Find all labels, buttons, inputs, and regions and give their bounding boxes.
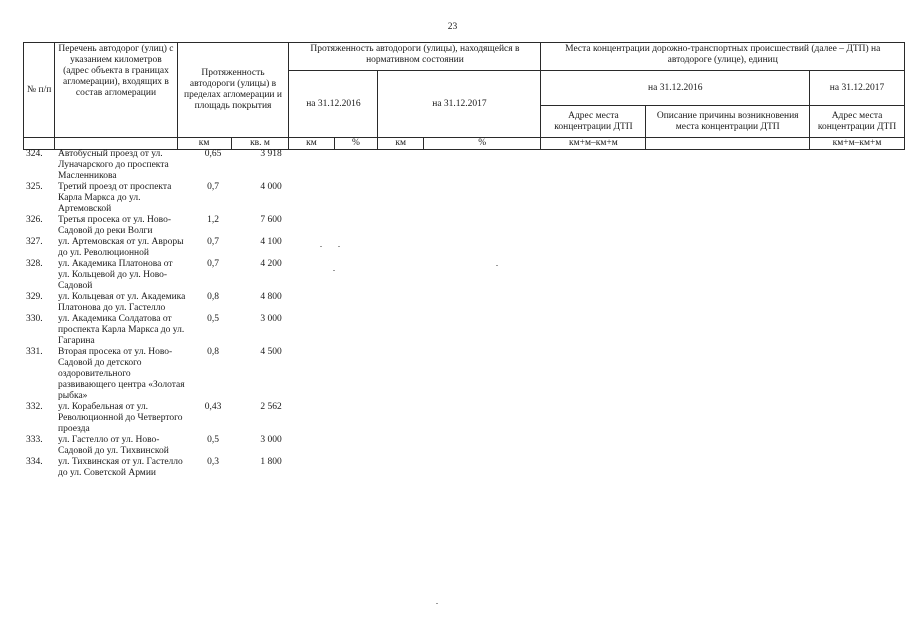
row-number: 332. <box>26 402 43 412</box>
road-name: ул. Тихвинская от ул. Гастелло до ул. Советской Армии <box>58 457 183 478</box>
road-length-km: 0,5 <box>207 314 219 324</box>
row-number: 333. <box>26 435 43 445</box>
road-length-km: 0,7 <box>207 182 219 192</box>
table-row <box>23 457 293 479</box>
table-row <box>23 292 293 314</box>
row-number: 326. <box>26 215 43 225</box>
road-length-km: 0,7 <box>207 237 219 247</box>
row-number: 325. <box>26 182 43 192</box>
unit-km: км <box>177 138 231 150</box>
road-length-km: 0,8 <box>207 347 219 357</box>
road-name: Автобусный проезд от ул. Луначарского до проспекта Масленникова <box>58 149 169 181</box>
road-length-km: 0,3 <box>207 457 219 467</box>
road-name: ул. Академика Платонова от ул. Кольцевой до ул. Ново-Садовой <box>58 259 173 291</box>
row-number: 329. <box>26 292 43 302</box>
road-area-m2: 4 800 <box>260 292 282 302</box>
road-area-m2: 3 918 <box>260 149 282 159</box>
road-length-km: 0,65 <box>204 149 222 159</box>
road-length-km: 0,8 <box>207 292 219 302</box>
header-dtp-2016: на 31.12.2016 <box>541 71 810 106</box>
unit-km: км <box>378 138 424 150</box>
road-area-m2: 3 000 <box>260 314 282 324</box>
table-row <box>23 435 293 457</box>
header-dtp-address-2016: Адрес места концентрации ДТП <box>541 106 646 138</box>
page-number: 23 <box>447 22 458 32</box>
unit-pct: % <box>424 138 541 150</box>
road-length-km: 0,43 <box>204 402 222 412</box>
table-row <box>23 182 293 215</box>
table-row <box>23 314 293 347</box>
table-row <box>23 149 293 182</box>
scan-speck <box>436 603 438 604</box>
road-area-m2: 4 500 <box>260 347 282 357</box>
road-length-km: 0,7 <box>207 259 219 269</box>
scan-speck <box>338 246 340 247</box>
unit-pct: % <box>334 138 378 150</box>
road-area-m2: 1 800 <box>260 457 282 467</box>
road-name: Вторая просека от ул. Ново-Садовой до детского оздоровительного развивающего центра «Золотая рыбка» <box>58 347 185 401</box>
header-dtp: Места концентрации дорожно-транспортных происшествий (далее – ДТП) на автодороге (улице), единиц <box>541 43 905 71</box>
road-name: ул. Артемовская от ул. Авроры до ул. Революционной <box>58 237 184 258</box>
row-number: 324. <box>26 149 43 159</box>
row-number: 327. <box>26 237 43 247</box>
scan-speck <box>320 246 322 247</box>
header-dtp-address-2017: Адрес места концентрации ДТП <box>810 106 905 138</box>
table-row <box>23 215 293 237</box>
road-area-m2: 4 000 <box>260 182 282 192</box>
table-row <box>23 347 293 402</box>
table-row <box>23 259 293 292</box>
road-name: ул. Академика Солдатова от проспекта Карла Маркса до ул. Гагарина <box>58 314 185 346</box>
row-number: 334. <box>26 457 43 467</box>
header-length: Протяженность автодороги (улицы) в пределах агломерации и площадь покрытия <box>177 43 289 138</box>
header-road-list: Перечень автодорог (улиц) с указанием километров (адрес объекта в границах агломерации), входящих в состав агломерации <box>55 43 177 138</box>
header-normative-2017: на 31.12.2017 <box>378 71 541 138</box>
road-name: ул. Корабельная от ул. Революционной до Четвертого проезда <box>58 402 183 434</box>
road-length-km: 1,2 <box>207 215 219 225</box>
table-row <box>23 402 293 435</box>
scan-speck <box>333 270 335 271</box>
table-row <box>23 237 293 259</box>
road-area-m2: 4 200 <box>260 259 282 269</box>
table-header <box>23 42 905 150</box>
road-area-m2: 4 100 <box>260 237 282 247</box>
row-number: 328. <box>26 259 43 269</box>
road-area-m2: 2 562 <box>260 402 282 412</box>
road-name: Третья просека от ул. Ново-Садовой до реки Волги <box>58 215 171 236</box>
header-normative-2016: на 31.12.2016 <box>289 71 378 138</box>
road-length-km: 0,5 <box>207 435 219 445</box>
unit-m2: кв. м <box>231 138 289 150</box>
road-area-m2: 7 600 <box>260 215 282 225</box>
header-num: № п/п <box>24 43 55 138</box>
scan-speck <box>496 265 498 266</box>
header-normative: Протяженность автодороги (улицы), находящейся в нормативном состоянии <box>289 43 541 71</box>
road-name: ул. Кольцевая от ул. Академика Платонова до ул. Гастелло <box>58 292 186 313</box>
row-number: 330. <box>26 314 43 324</box>
header-dtp-2017: на 31.12.2017 <box>810 71 905 106</box>
unit-km-m: км+м–км+м <box>541 138 646 150</box>
road-name: ул. Гастелло от ул. Ново-Садовой до ул. Тихвинской <box>58 435 169 456</box>
header-dtp-reason-2016: Описание причины возникновения места концентрации ДТП <box>646 106 810 138</box>
unit-km: км <box>289 138 334 150</box>
road-name: Третий проезд от проспекта Карла Маркса до ул. Артемовской <box>58 182 172 214</box>
row-number: 331. <box>26 347 43 357</box>
table-body <box>23 149 293 479</box>
road-area-m2: 3 000 <box>260 435 282 445</box>
unit-km-m: км+м–км+м <box>810 138 905 150</box>
